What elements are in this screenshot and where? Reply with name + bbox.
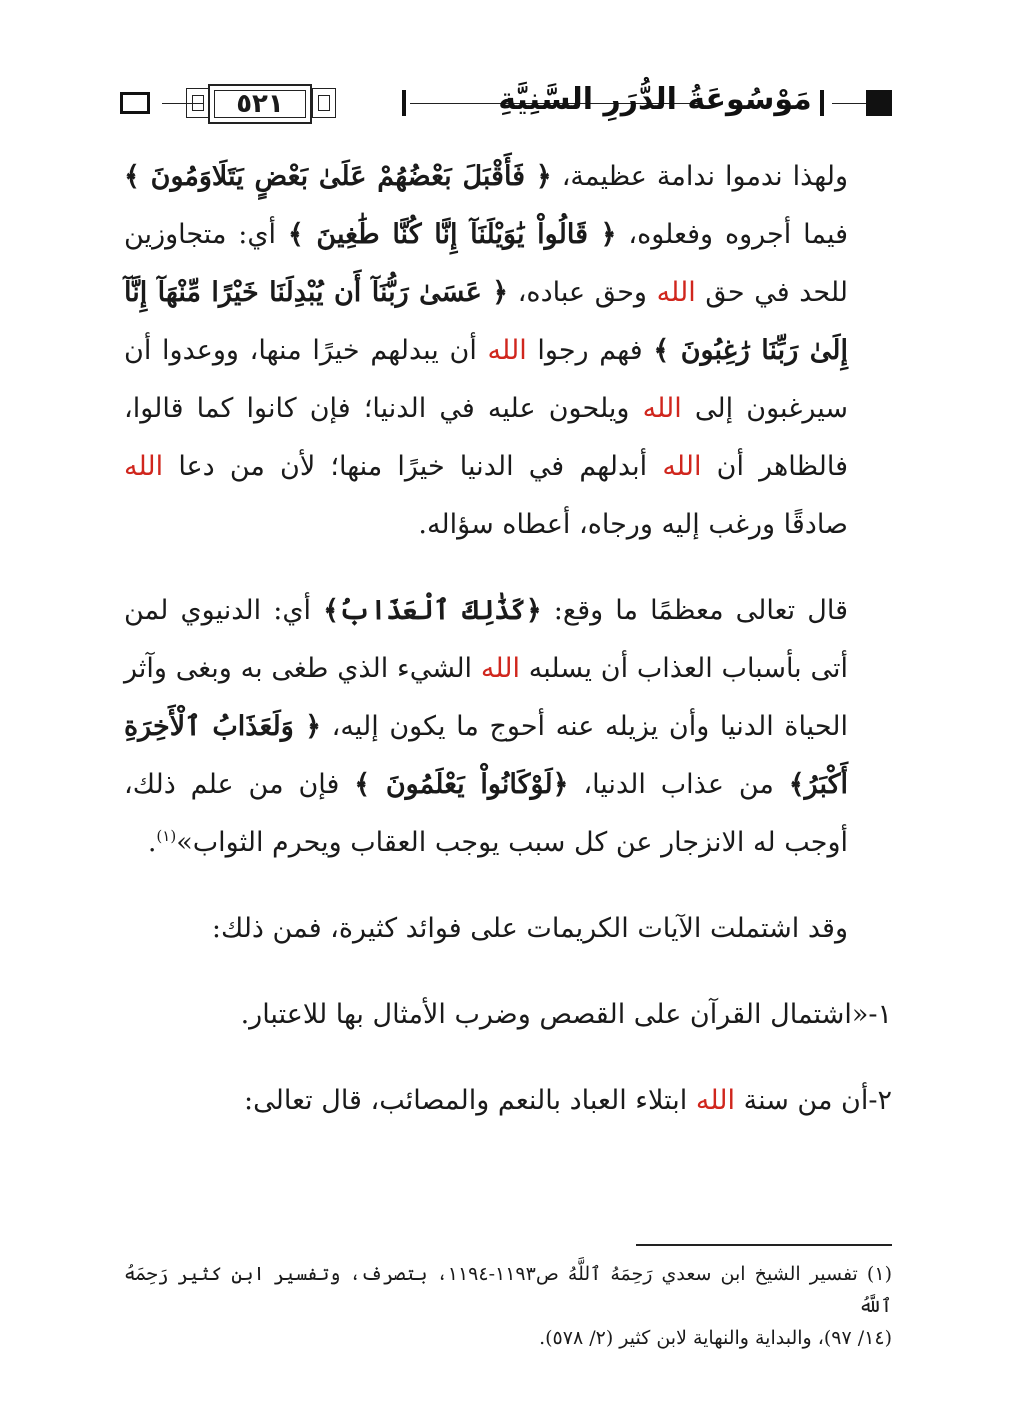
footnote-line-2: (١٤/ ٩٧)، والبداية والنهاية لابن كثير (٢/ ٥٧٨). (539, 1327, 892, 1349)
paragraph-1 (124, 148, 892, 554)
paragraph-2 (124, 582, 892, 872)
quran-verse: ﴿ وَلَعَذَابُ ٱلْأَخِرَةِ أَكْبَرُ﴾ (124, 711, 848, 800)
quran-verse: ﴿كَذَٰلِكَ ٱلْعَذَابُ﴾ (323, 595, 542, 626)
paragraph-3: وقد اشتملت الآيات الكريمات على فوائد كثيرة، فمن ذلك: (211, 913, 848, 944)
text: أي: الدنيوي لمن أتى بأسباب العذاب أن يسلبه (124, 595, 848, 684)
quran-verse: ﴿ عَسَىٰ رَبُّنَآ أَن يُبْدِلَنَا خَيْرًا مِّنْهَآ إِنَّآ إِلَىٰ رَبِّنَا رَٰغِبُونَ ﴾ (124, 277, 848, 366)
text: أبدلهم في الدنيا خيرًا منها؛ لأن من دعا (163, 451, 663, 482)
text: ولهذا ندموا ندامة عظيمة، (551, 161, 848, 192)
list-item-1: ١-«اشتمال القرآن على القصص وضرب الأمثال بها للاعتبار. (240, 999, 892, 1030)
page-header (120, 80, 892, 128)
footnote-line-1: (١) تفسير الشيخ ابن سعدي رَحِمَهُ ٱللَّهُ ص١١٩٣-١١٩٤، بتصرف، وتفسير ابن كثير رَحِمَهُ ٱللَّهُ (124, 1263, 892, 1317)
divine-name: الله (695, 1085, 736, 1116)
footnote-separator (636, 1244, 892, 1246)
divine-name: الله (124, 451, 164, 482)
header-ornament-right (312, 88, 336, 118)
text: من عذاب الدنيا، (568, 769, 789, 800)
text: صادقًا ورغب إليه ورجاه، أعطاه سؤاله. (418, 509, 848, 540)
page-body (124, 148, 892, 1130)
header-ornament-square-outline (120, 92, 150, 114)
text: أن يبدلهم خيرًا منها، ووعدوا أن سيرغبون إلى (124, 335, 848, 424)
divine-name: الله (662, 451, 702, 482)
text: ابتلاء العباد بالنعم والمصائب، قال تعالى: (244, 1085, 696, 1116)
text: ٢-أن من سنة (735, 1085, 892, 1116)
header-tick-left (402, 90, 406, 116)
divine-name: الله (642, 393, 682, 424)
text: قال تعالى معظمًا ما وقع: (541, 595, 849, 626)
list-item-2 (124, 1072, 892, 1130)
divine-name: الله (480, 653, 521, 684)
text: فإن من علم ذلك، أوجب له الانزجار عن كل سبب يوجب العقاب ويحرم الثواب» (124, 769, 848, 858)
text: فهم رجوا (526, 335, 654, 366)
text: ويلحون عليه في الدنيا؛ فإن كانوا كما قالوا، فالظاهر أن (124, 393, 848, 482)
quran-verse: ﴿لَوْكَانُواْ يَعْلَمُونَ ﴾ (354, 769, 569, 800)
page-number: ٥٢١ (236, 89, 284, 119)
page-number-frame (208, 84, 312, 124)
text: الشيء الذي طغى به وبغى وآثر الحياة الدنيا وأن يزيله عنه أحوج ما يكون إليه، (124, 653, 848, 742)
series-title: مَوْسُوعَةُ الدُّرَرِ السَّنِيَّةِ (498, 82, 812, 117)
text: فيما أجروه وفعلوه، (616, 219, 849, 250)
text: وحق عباده، (508, 277, 657, 308)
footnote-reference[interactable]: (١) (156, 827, 177, 845)
header-ornament-left (186, 88, 210, 118)
quran-verse: ﴿ فَأَقْبَلَ بَعْضُهُمْ عَلَىٰ بَعْضٍ يَتَلَاوَمُونَ ﴾ (124, 161, 552, 192)
text: أي: متجاوزين للحد في حق (124, 219, 848, 308)
divine-name: الله (487, 335, 527, 366)
divine-name: الله (656, 277, 696, 308)
footnote (124, 1258, 892, 1354)
header-tick-right (820, 90, 824, 116)
text: . (147, 827, 157, 858)
quran-verse: ﴿ قَالُواْ يَٰوَيْلَنَآ إِنَّا كُنَّا طَٰغِينَ ﴾ (287, 219, 617, 250)
header-ornament-square-filled (866, 90, 892, 116)
